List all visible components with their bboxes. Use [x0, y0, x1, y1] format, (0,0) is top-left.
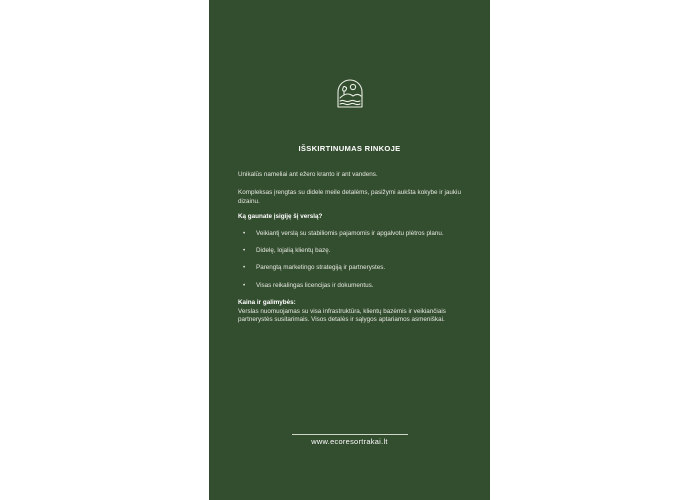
price-heading: Kaina ir galimybės:	[238, 299, 296, 307]
list-item	[238, 247, 474, 255]
section-heading: IŠSKIRTINUMAS RINKOJE	[298, 144, 401, 153]
benefit-text: Parengtą marketingo strategiją ir partnerystes.	[256, 264, 386, 272]
bullet-icon: •	[243, 264, 246, 272]
bullet-icon: •	[243, 247, 246, 255]
bullet-icon: •	[243, 229, 246, 237]
benefit-text: Didelę, lojalią klientų bazę.	[256, 247, 331, 255]
footer-divider	[292, 434, 408, 435]
flyer-content	[238, 171, 474, 324]
benefit-text: Veikiantį verslą su stabiliomis pajamomis ir apgalvotu plėtros planu.	[256, 229, 444, 237]
bullet-icon: •	[243, 281, 246, 289]
lake-landscape-logo-icon	[336, 78, 364, 108]
price-text: Verslas nuomuojamas su visa infrastruktūra, klientų bazėmis ir veikiančiais partnerystės susitarimais. Visos detalės ir sąlygos aptariamos asmeniškai.	[238, 307, 446, 324]
benefit-text: Visas reikalingas licencijas ir dokumentus.	[256, 281, 374, 289]
list-item	[238, 282, 474, 290]
flyer-panel	[209, 0, 490, 500]
benefits-question: Ką gaunate įsigiję šį verslą?	[238, 213, 323, 221]
intro-paragraph-2: Kompleksas įrengtas su didele meile detalėms, pasižymi aukšta kokybe ir jaukiu dizainu.	[238, 189, 461, 205]
list-item	[238, 230, 474, 238]
intro-paragraph-1: Unikalūs nameliai ant ežero kranto ir ant vandens.	[238, 171, 378, 178]
list-item	[238, 264, 474, 272]
benefits-list	[238, 230, 474, 291]
website-link[interactable]: www.ecoresortrakai.lt	[311, 437, 388, 446]
